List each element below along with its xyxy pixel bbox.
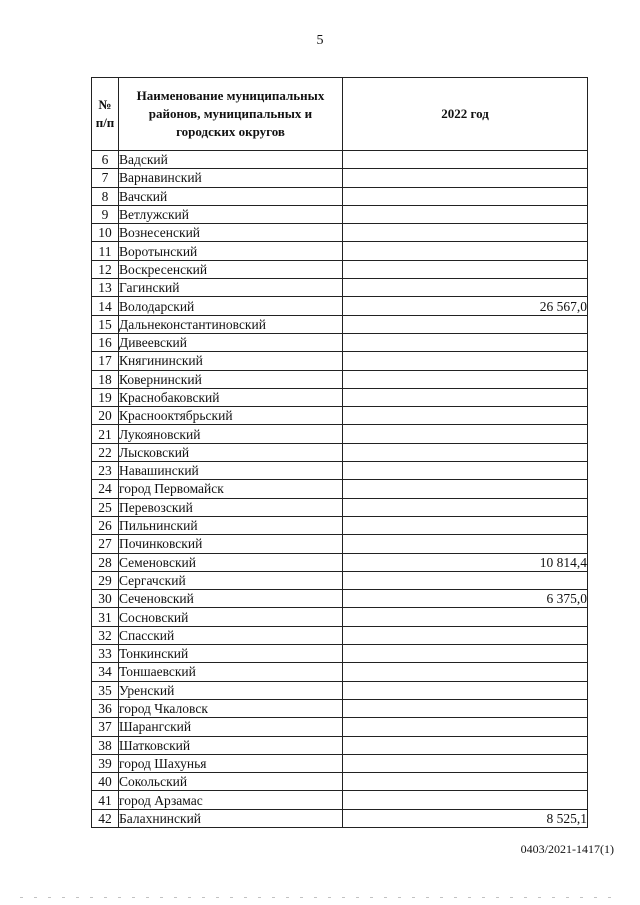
row-number: 27: [92, 535, 119, 553]
table-row: [92, 224, 588, 242]
row-number: 24: [92, 480, 119, 498]
row-value: [343, 699, 588, 717]
row-name: Володарский: [119, 297, 343, 315]
row-name: Краснооктябрьский: [119, 407, 343, 425]
table-row: [92, 608, 588, 626]
table-row: [92, 151, 588, 169]
row-number: 41: [92, 791, 119, 809]
row-name: Навашинский: [119, 462, 343, 480]
row-value: [343, 754, 588, 772]
row-value: [343, 224, 588, 242]
table-row: [92, 407, 588, 425]
row-name: Сокольский: [119, 773, 343, 791]
row-value: [343, 498, 588, 516]
row-number: 16: [92, 333, 119, 351]
row-name: город Арзамас: [119, 791, 343, 809]
row-value: [343, 462, 588, 480]
municipal-table: [91, 77, 588, 828]
row-name: Починковский: [119, 535, 343, 553]
row-value: [343, 407, 588, 425]
row-number: 19: [92, 388, 119, 406]
row-name: Перевозский: [119, 498, 343, 516]
row-value: [343, 333, 588, 351]
row-name: Краснобаковский: [119, 388, 343, 406]
table-row: [92, 425, 588, 443]
row-number: 12: [92, 260, 119, 278]
table-row: [92, 553, 588, 571]
row-value: [343, 151, 588, 169]
row-name: Тонкинский: [119, 645, 343, 663]
row-name: город Чкаловск: [119, 699, 343, 717]
table-row: [92, 809, 588, 827]
row-value: [343, 370, 588, 388]
table-row: [92, 205, 588, 223]
table-row: [92, 388, 588, 406]
row-number: 23: [92, 462, 119, 480]
row-name: Пильнинский: [119, 516, 343, 534]
row-name: Вадский: [119, 151, 343, 169]
row-value: [343, 645, 588, 663]
table-header-row: [92, 78, 588, 151]
table-row: [92, 699, 588, 717]
row-name: Спасский: [119, 626, 343, 644]
row-value: 26 567,0: [343, 297, 588, 315]
table-row: [92, 498, 588, 516]
row-number: 32: [92, 626, 119, 644]
row-number: 30: [92, 590, 119, 608]
row-number: 29: [92, 571, 119, 589]
row-name: Дивеевский: [119, 333, 343, 351]
row-value: [343, 663, 588, 681]
row-value: [343, 205, 588, 223]
row-number: 11: [92, 242, 119, 260]
row-value: [343, 480, 588, 498]
row-number: 39: [92, 754, 119, 772]
row-number: 18: [92, 370, 119, 388]
row-name: город Шахунья: [119, 754, 343, 772]
header-num: № п/п: [92, 78, 119, 151]
row-name: Вознесенский: [119, 224, 343, 242]
row-name: Тоншаевский: [119, 663, 343, 681]
row-number: 21: [92, 425, 119, 443]
row-name: Сеченовский: [119, 590, 343, 608]
row-name: Уренский: [119, 681, 343, 699]
row-name: Воротынский: [119, 242, 343, 260]
row-value: [343, 315, 588, 333]
row-value: [343, 443, 588, 461]
row-value: [343, 516, 588, 534]
table-row: [92, 242, 588, 260]
row-name: Варнавинский: [119, 169, 343, 187]
row-name: Шатковский: [119, 736, 343, 754]
table-row: [92, 333, 588, 351]
row-name: Дальнеконстантиновский: [119, 315, 343, 333]
row-value: [343, 773, 588, 791]
row-number: 15: [92, 315, 119, 333]
row-value: [343, 535, 588, 553]
row-number: 13: [92, 279, 119, 297]
row-value: [343, 571, 588, 589]
table-row: [92, 516, 588, 534]
table-row: [92, 187, 588, 205]
table-row: [92, 773, 588, 791]
table-row: [92, 645, 588, 663]
table-row: [92, 462, 588, 480]
row-number: 37: [92, 718, 119, 736]
header-name: Наименование муниципальных районов, муниципальных и городских округов: [119, 78, 343, 151]
row-name: Ветлужский: [119, 205, 343, 223]
row-value: [343, 736, 588, 754]
row-number: 28: [92, 553, 119, 571]
row-value: 10 814,4: [343, 553, 588, 571]
row-value: 8 525,1: [343, 809, 588, 827]
table-row: [92, 571, 588, 589]
table-row: [92, 535, 588, 553]
table-row: [92, 370, 588, 388]
row-name: город Первомайск: [119, 480, 343, 498]
row-number: 31: [92, 608, 119, 626]
row-value: [343, 260, 588, 278]
row-name: Княгининский: [119, 352, 343, 370]
row-value: [343, 279, 588, 297]
row-number: 9: [92, 205, 119, 223]
row-value: [343, 626, 588, 644]
table-row: [92, 663, 588, 681]
row-number: 14: [92, 297, 119, 315]
row-value: [343, 681, 588, 699]
row-name: Лысковский: [119, 443, 343, 461]
row-name: Сосновский: [119, 608, 343, 626]
row-value: [343, 388, 588, 406]
page-number: 5: [316, 33, 324, 48]
row-name: Вачский: [119, 187, 343, 205]
row-number: 22: [92, 443, 119, 461]
row-number: 36: [92, 699, 119, 717]
row-number: 38: [92, 736, 119, 754]
row-number: 25: [92, 498, 119, 516]
row-number: 7: [92, 169, 119, 187]
row-name: Балахнинский: [119, 809, 343, 827]
table-row: [92, 297, 588, 315]
table-row: [92, 681, 588, 699]
row-value: [343, 718, 588, 736]
table-row: [92, 169, 588, 187]
row-name: Сергачский: [119, 571, 343, 589]
row-value: [343, 791, 588, 809]
row-name: Семеновский: [119, 553, 343, 571]
row-number: 34: [92, 663, 119, 681]
row-value: [343, 242, 588, 260]
table-row: [92, 736, 588, 754]
row-number: 26: [92, 516, 119, 534]
row-value: [343, 608, 588, 626]
row-value: [343, 352, 588, 370]
row-name: Ковернинский: [119, 370, 343, 388]
row-name: Воскресенский: [119, 260, 343, 278]
row-number: 35: [92, 681, 119, 699]
table-row: [92, 315, 588, 333]
row-name: Гагинский: [119, 279, 343, 297]
row-name: Шарангский: [119, 718, 343, 736]
header-year: 2022 год: [343, 78, 588, 151]
row-number: 42: [92, 809, 119, 827]
row-number: 17: [92, 352, 119, 370]
row-value: 6 375,0: [343, 590, 588, 608]
row-number: 10: [92, 224, 119, 242]
row-number: 40: [92, 773, 119, 791]
row-number: 6: [92, 151, 119, 169]
scan-artifact: [20, 897, 620, 898]
row-name: Лукояновский: [119, 425, 343, 443]
row-number: 33: [92, 645, 119, 663]
table-row: [92, 480, 588, 498]
table-row: [92, 791, 588, 809]
table-row: [92, 626, 588, 644]
row-number: 20: [92, 407, 119, 425]
row-number: 8: [92, 187, 119, 205]
row-value: [343, 425, 588, 443]
row-value: [343, 187, 588, 205]
row-value: [343, 169, 588, 187]
table-row: [92, 590, 588, 608]
document-code: 0403/2021-1417(1): [520, 842, 614, 856]
table-row: [92, 279, 588, 297]
table-row: [92, 352, 588, 370]
table-row: [92, 754, 588, 772]
table-row: [92, 443, 588, 461]
table-row: [92, 260, 588, 278]
table-row: [92, 718, 588, 736]
